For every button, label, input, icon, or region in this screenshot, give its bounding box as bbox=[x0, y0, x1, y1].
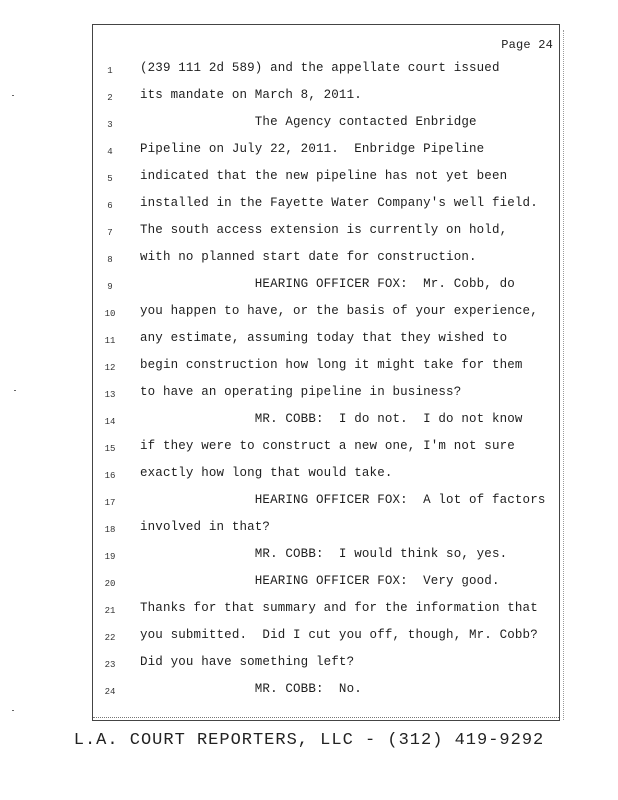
line-text: its mandate on March 8, 2011. bbox=[140, 88, 362, 102]
line-text: involved in that? bbox=[140, 520, 271, 534]
transcript-line bbox=[93, 682, 559, 704]
line-number: 3 bbox=[107, 120, 113, 130]
line-number: 21 bbox=[104, 606, 116, 616]
line-number: 12 bbox=[104, 363, 116, 373]
line-number: 10 bbox=[104, 309, 116, 319]
transcript-line bbox=[93, 520, 559, 542]
line-text: installed in the Fayette Water Company's well field. bbox=[140, 196, 538, 210]
line-number: 15 bbox=[104, 444, 116, 454]
line-text: MR. COBB: No. bbox=[140, 682, 362, 696]
line-text: with no planned start date for construction. bbox=[140, 250, 477, 264]
court-reporter-footer: L.A. COURT REPORTERS, LLC - (312) 419-9292 bbox=[73, 731, 545, 750]
line-text: exactly how long that would take. bbox=[140, 466, 393, 480]
line-text: Pipeline on July 22, 2011. Enbridge Pipeline bbox=[140, 142, 485, 156]
line-number: 11 bbox=[104, 336, 116, 346]
line-text: MR. COBB: I do not. I do not know bbox=[140, 412, 523, 426]
line-number: 13 bbox=[104, 390, 116, 400]
line-number: 14 bbox=[104, 417, 116, 427]
transcript-page-frame bbox=[92, 24, 560, 721]
transcript-line bbox=[93, 304, 559, 326]
transcript-line bbox=[93, 412, 559, 434]
transcript-line bbox=[93, 142, 559, 164]
page-edge-dotted-line bbox=[563, 30, 565, 720]
line-text: The south access extension is currently on hold, bbox=[140, 223, 508, 237]
line-text: if they were to construct a new one, I'm not sure bbox=[140, 439, 515, 453]
scan-speck bbox=[12, 95, 14, 96]
transcript-line bbox=[93, 601, 559, 623]
transcript-line bbox=[93, 574, 559, 596]
line-number: 19 bbox=[104, 552, 116, 562]
transcript-line bbox=[93, 493, 559, 515]
line-text: MR. COBB: I would think so, yes. bbox=[140, 547, 508, 561]
line-text: you submitted. Did I cut you off, though, Mr. Cobb? bbox=[140, 628, 538, 642]
line-number: 22 bbox=[104, 633, 116, 643]
line-text: to have an operating pipeline in business? bbox=[140, 385, 462, 399]
line-text: any estimate, assuming today that they wished to bbox=[140, 331, 508, 345]
line-number: 23 bbox=[104, 660, 116, 670]
transcript-line bbox=[93, 466, 559, 488]
line-number: 18 bbox=[104, 525, 116, 535]
line-text: (239 111 2d 589) and the appellate court issued bbox=[140, 61, 500, 75]
line-text: The Agency contacted Enbridge bbox=[140, 115, 477, 129]
line-number: 4 bbox=[107, 147, 113, 157]
line-number: 1 bbox=[107, 66, 113, 76]
line-text: HEARING OFFICER FOX: Very good. bbox=[140, 574, 500, 588]
line-text: indicated that the new pipeline has not yet been bbox=[140, 169, 508, 183]
transcript-line bbox=[93, 655, 559, 677]
line-number: 17 bbox=[104, 498, 116, 508]
line-text: Did you have something left? bbox=[140, 655, 355, 669]
line-number: 8 bbox=[107, 255, 113, 265]
transcript-line bbox=[93, 358, 559, 380]
transcript-line bbox=[93, 385, 559, 407]
line-text: you happen to have, or the basis of your experience, bbox=[140, 304, 538, 318]
line-number: 5 bbox=[107, 174, 113, 184]
transcript-line bbox=[93, 169, 559, 191]
line-text: begin construction how long it might take for them bbox=[140, 358, 523, 372]
line-number: 9 bbox=[107, 282, 113, 292]
transcript-line bbox=[93, 223, 559, 245]
transcript-line bbox=[93, 277, 559, 299]
line-number: 16 bbox=[104, 471, 116, 481]
transcript-line bbox=[93, 331, 559, 353]
transcript-line bbox=[93, 88, 559, 110]
line-text: HEARING OFFICER FOX: A lot of factors bbox=[140, 493, 546, 507]
line-number: 24 bbox=[104, 687, 116, 697]
line-number: 2 bbox=[107, 93, 113, 103]
line-number: 7 bbox=[107, 228, 113, 238]
transcript-line bbox=[93, 250, 559, 272]
line-number: 20 bbox=[104, 579, 116, 589]
scan-speck bbox=[14, 390, 16, 391]
page-number-label: Page 24 bbox=[501, 38, 553, 52]
scan-speck bbox=[12, 710, 14, 711]
transcript-line bbox=[93, 628, 559, 650]
transcript-line bbox=[93, 115, 559, 137]
transcript-line bbox=[93, 547, 559, 569]
transcript-line bbox=[93, 61, 559, 83]
transcript-line bbox=[93, 439, 559, 461]
line-text: Thanks for that summary and for the information that bbox=[140, 601, 538, 615]
transcript-line bbox=[93, 196, 559, 218]
line-text: HEARING OFFICER FOX: Mr. Cobb, do bbox=[140, 277, 515, 291]
line-number: 6 bbox=[107, 201, 113, 211]
